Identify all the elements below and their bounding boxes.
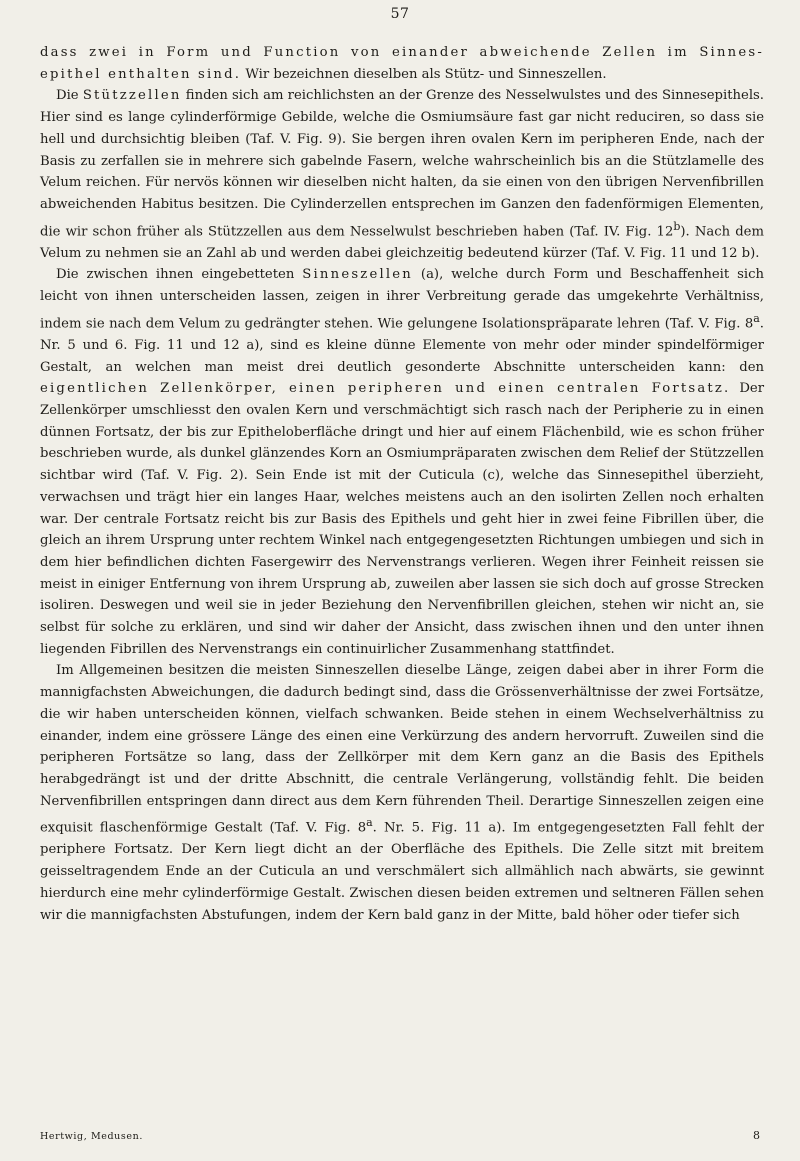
- spaced-emphasis: eigentlichen Zellenkörper, einen peripheren und einen centralen Fortsatz.: [40, 381, 731, 397]
- paragraph-3: [40, 264, 764, 660]
- text-run: Die: [56, 88, 83, 104]
- paragraph-1: [40, 42, 764, 85]
- footer-signature: 8: [753, 1129, 760, 1142]
- footer-author-work: Hertwig, Medusen.: [40, 1131, 143, 1142]
- superscript: a: [753, 311, 760, 325]
- spaced-emphasis: Stützzellen: [82, 88, 182, 104]
- paragraph-2: [40, 85, 764, 264]
- text-run: ). Nach dem Velum zu nehmen sie an Zahl ab und werden dabei gleichzeitig bedeutend kürzer (Taf. V. Fig. 11 und 12 b).: [40, 224, 764, 261]
- superscript: a: [366, 816, 373, 830]
- text-run: finden sich am reichlichsten an der Grenze des Nesselwulstes und des Sinnesepithels. Hier sind es lange cylinderförmige Gebilde, welche die Osmiumsäure fast gar nicht reduciren, so dass sie hell und durchsichtig bleiben (Taf. V. Fig. 9). Sie bergen ihren ovalen Kern im peripheren Ende, nach der Basis zu zerfallen sie in mehrere sich gabelnde Fasern, welche wahrscheinlich bis an die Stützlamelle des Velum reichen. Für nervös können wir dieselben nicht halten, da sie einen von den übrigen Nervenfibrillen abweichenden Habitus besitzen. Die Cylinderzellen entsprechen im Ganzen den fadenförmigen Elementen, die wir schon früher als Stützzellen aus dem Nesselwulst beschrieben haben (Taf. IV. Fig. 12: [40, 88, 764, 240]
- body-text: [40, 42, 764, 926]
- text-run: Der Zellenkörper umschliesst den ovalen Kern und verschmächtigt sich rasch nach der Peripherie zu in einen dünnen Fortsatz, der bis zur Epitheloberfläche dringt und hier auf einem Flächenbild, wie es schon früher beschrieben wurde, als dunkel glänzendes Korn an Osmiumpräparaten zwischen dem Relief der Stützzellen sichtbar wird (Taf. V. Fig. 2). Sein Ende ist mit der Cuticula (c), welche das Sinnesepithel überzieht, verwachsen und trägt hier ein langes Haar, welches meistens auch an den isolirten Zellen noch erhalten war. Der centrale Fortsatz reicht bis zur Basis des Epithels und geht hier in zwei feine Fibrillen über, die gleich an ihrem Ursprung unter rechtem Winkel nach entgegengesetzten Richtungen umbiegen und sich in dem hier befindlichen dichten Fasergewirr des Nervenstrangs verlieren. Wegen ihrer Feinheit reissen sie meist in einiger Entfernung von ihrem Ursprung ab, zuweilen aber lassen sie sich doch auf grosse Strecken isoliren. Deswegen und weil sie in jeder Beziehung den Nervenfibrillen gleichen, stehen wir nicht an, sie selbst für solche zu erklären, und sind wir daher der Ansicht, dass zwischen ihnen und den unter ihnen liegenden Fibrillen des Nervenstrangs ein continuirlicher Zusammenhang stattfindet.: [40, 381, 765, 657]
- text-run: Die zwischen ihnen eingebetteten: [56, 267, 303, 283]
- spaced-emphasis: dass zwei in Form und Function von einander abweichende Zellen im Sinnes-epithel enthalten sind.: [40, 45, 764, 82]
- text-run: . Nr. 5. Fig. 11 a). Im entgegengesetzten Fall fehlt der periphere Fortsatz. Der Kern liegt dicht an der Oberfläche des Epithels. Die Zelle sitzt mit breitem geisseltragendem Ende an der Cuticula an und verschmälert sich allmählich nach abwärts, sie gewinnt hierdurch eine mehr cylinderförmige Gestalt. Zwischen diesen beiden extremen und seltneren Fällen sehen wir die mannigfachsten Abstufungen, indem der Kern bald ganz in der Mitte, bald höher oder tiefer sich: [40, 820, 764, 923]
- text-run: Wir bezeichnen dieselben als Stütz- und Sinneszellen.: [241, 66, 607, 82]
- spaced-emphasis: Sinneszellen: [302, 267, 413, 283]
- page-number: 57: [390, 6, 410, 22]
- text-run: (a), welche durch Form und Beschaffenheit sich leicht von ihnen unterscheiden lassen, zeigen in ihrer Verbreitung gerade das umgekehrte Verhältniss, indem sie nach dem Velum zu gedrängter stehen. Wie gelungene Isolationspräparate lehren (Taf. V. Fig. 8: [40, 267, 764, 332]
- text-run: . Nr. 5 und 6. Fig. 11 und 12 a), sind es kleine dünne Elemente von mehr oder minder spindelförmiger Gestalt, an welchen man meist drei deutlich gesonderte Abschnitte unterscheiden kann: den: [40, 316, 764, 375]
- paragraph-4: [40, 660, 764, 926]
- text-run: Im Allgemeinen besitzen die meisten Sinneszellen dieselbe Länge, zeigen dabei aber in ihrer Form die mannigfachsten Abweichungen, die dadurch bedingt sind, dass die Grössenverhältnisse der zwei Fortsätze, die wir haben unterscheiden können, vielfach schwanken. Beide stehen in einem Wechselverhältniss zu einander, indem eine grössere Länge des einen eine Verkürzung des andern hervorruft. Zuweilen sind die peripheren Fortsätze so lang, dass der Zellkörper mit dem Kern ganz an die Basis des Epithels herabgedrängt ist und der dritte Abschnitt, die centrale Verlängerung, vollständig fehlt. Die beiden Nervenfibrillen entspringen dann direct aus dem Kern führenden Theil. Derartige Sinneszellen zeigen eine exquisit flaschenförmige Gestalt (Taf. V. Fig. 8: [40, 663, 764, 836]
- superscript: b: [673, 219, 681, 233]
